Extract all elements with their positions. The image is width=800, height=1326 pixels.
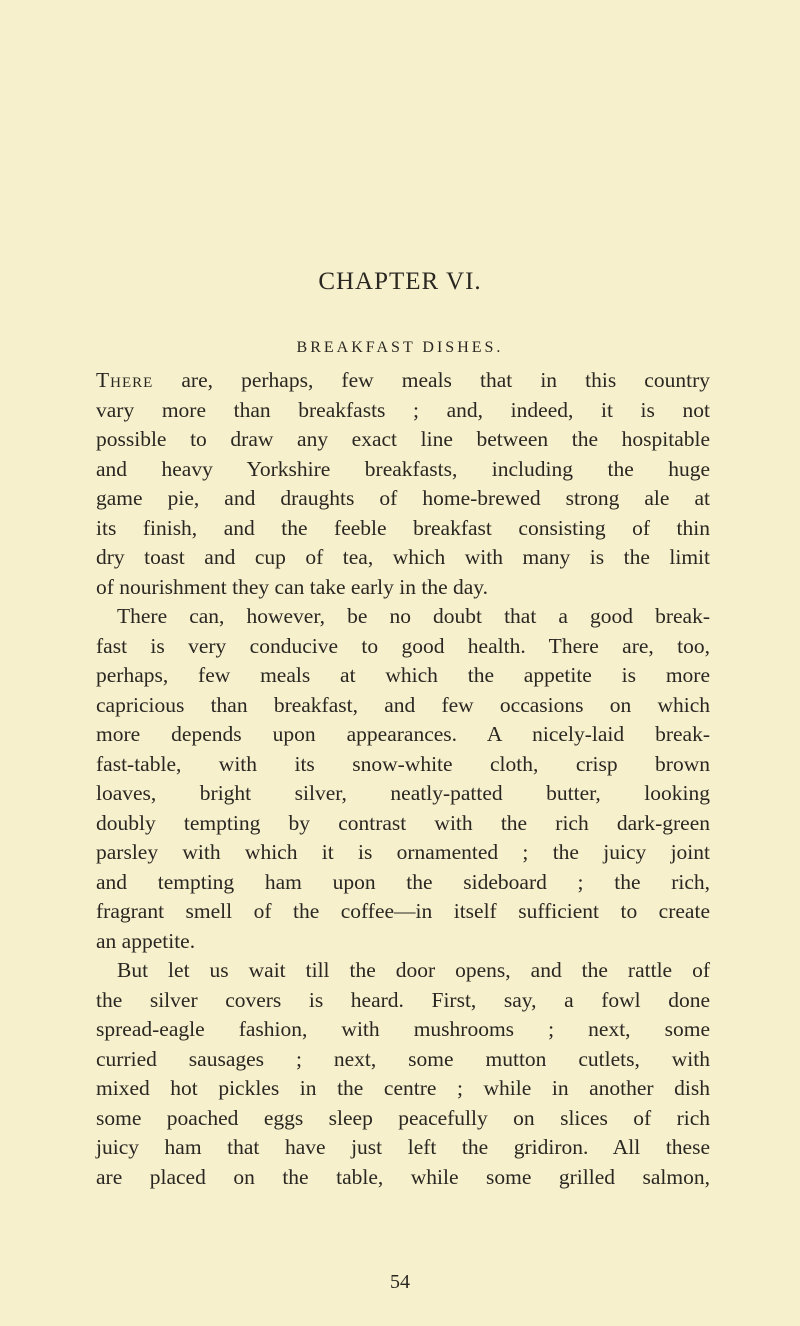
text-line: There can, however, be no doubt that a good break- [117, 604, 710, 628]
text-line: loaves, bright silver, neatly-patted butter, looking [96, 781, 710, 805]
text-line: and tempting ham upon the sideboard ; the rich, [96, 869, 710, 894]
page-number: 54 [390, 1271, 410, 1293]
text-line: are placed on the table, while some grilled salmon, [96, 1164, 710, 1189]
text-line: vary more than breakfasts ; and, indeed, it is not [96, 397, 710, 422]
text-line: the silver covers is heard. First, say, a fowl done [96, 987, 710, 1012]
text-line: parsley with which it is ornamented ; the juicy joint [96, 840, 710, 864]
text-line: doubly tempting by contrast with the rich dark-green [96, 810, 710, 835]
text-line: of nourishment they can take early in the day. [96, 574, 489, 599]
text-line: There are, perhaps, few meals that in this country [96, 368, 710, 392]
text-line: its finish, and the feeble breakfast consisting of thin [96, 515, 710, 540]
text-line: curried sausages ; next, some mutton cutlets, with [96, 1046, 710, 1071]
chapter-title: CHAPTER VI. [318, 268, 482, 295]
text-line: an appetite. [96, 928, 196, 953]
text-line: But let us wait till the door opens, and the rattle of [117, 958, 710, 982]
text-line: juicy ham that have just left the gridiron. All these [96, 1135, 710, 1159]
text-line: capricious than breakfast, and few occasions on which [96, 692, 710, 717]
text-line: game pie, and draughts of home-brewed strong ale at [96, 486, 710, 510]
text-line: perhaps, few meals at which the appetite is more [96, 663, 710, 687]
opening-word: There [96, 368, 154, 392]
section-title: BREAKFAST DISHES. [296, 339, 504, 356]
text-line: fast-table, with its snow-white cloth, crisp brown [96, 751, 710, 776]
text-line: some poached eggs sleep peacefully on slices of rich [96, 1105, 710, 1130]
text-line: fast is very conducive to good health. There are, too, [96, 633, 710, 658]
text-line: dry toast and cup of tea, which with many is the limit [96, 545, 710, 569]
text-line: fragrant smell of the coffee—in itself sufficient to create [96, 899, 710, 923]
text-line: and heavy Yorkshire breakfasts, including the huge [96, 456, 710, 481]
body-text [96, 366, 710, 1192]
text-line: more depends upon appearances. A nicely-laid break- [96, 722, 710, 746]
text-line: spread-eagle fashion, with mushrooms ; next, some [96, 1017, 710, 1041]
text-line: mixed hot pickles in the centre ; while in another dish [96, 1076, 710, 1100]
text-line: possible to draw any exact line between the hospitable [96, 427, 710, 451]
